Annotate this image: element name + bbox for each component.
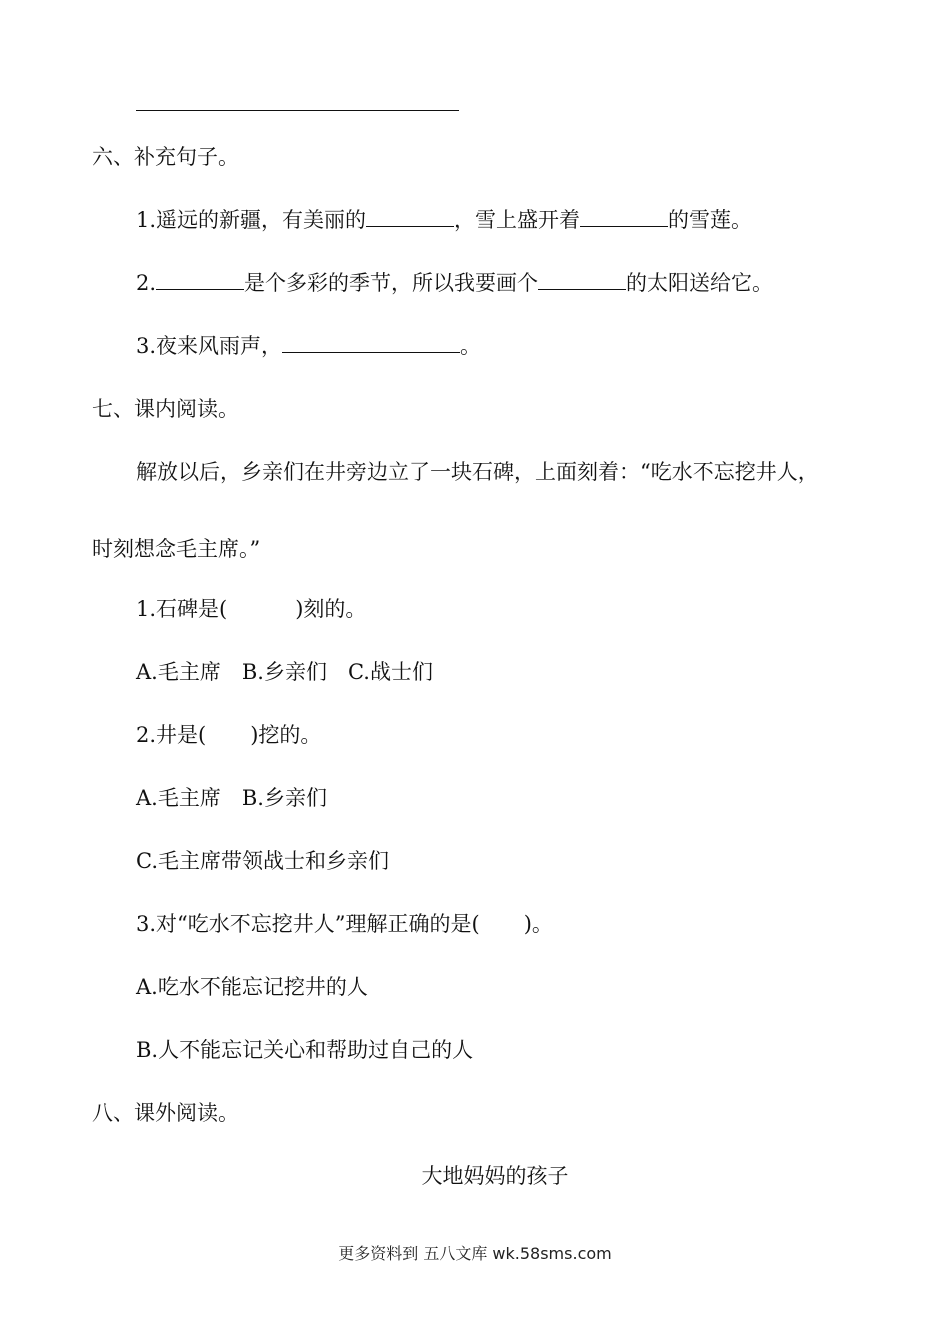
sentence-text: 的太阳送给它。 — [626, 271, 774, 295]
question-3-stem — [136, 910, 553, 938]
fill-sentence-2 — [136, 269, 773, 297]
question-text: 1.石碑是( — [136, 597, 228, 621]
section-6-heading: 六、补充句子。 — [92, 145, 239, 169]
passage-line-2: 时刻想念毛主席。” — [92, 537, 261, 561]
fill-sentence-1 — [136, 206, 752, 234]
question-text: )。 — [523, 912, 553, 936]
sentence-text: 是个多彩的季节，所以我要画个 — [244, 271, 539, 295]
sentence-text: 2. — [136, 271, 157, 295]
reading-title: 大地妈妈的孩子 — [421, 1164, 569, 1188]
blank-field[interactable] — [538, 269, 626, 290]
blank-field[interactable] — [580, 206, 668, 227]
question-text: )刻的。 — [295, 597, 367, 621]
question-text: )挖的。 — [250, 723, 322, 747]
sentence-text: 的雪莲。 — [668, 208, 753, 232]
answer-line — [136, 110, 459, 111]
question-3-option-a: A.吃水不能忘记挖井的人 — [136, 975, 368, 999]
sentence-text: ，雪上盛开着 — [454, 208, 581, 232]
sentence-text: 。 — [460, 334, 482, 358]
question-3-option-b: B.人不能忘记关心和帮助过自己的人 — [136, 1038, 474, 1062]
footer-source: 更多资料到 五八文库 wk.58sms.com — [338, 1244, 612, 1263]
section-8-heading: 八、课外阅读。 — [92, 1101, 239, 1125]
blank-field[interactable] — [366, 206, 454, 227]
question-1-stem — [136, 595, 366, 623]
sentence-text: 1.遥远的新疆，有美丽的 — [136, 208, 367, 232]
sentence-text: 3.夜来风雨声， — [136, 334, 283, 358]
question-text: 2.井是( — [136, 723, 207, 747]
question-text: 3.对“吃水不忘挖井人”理解正确的是( — [136, 912, 480, 936]
blank-field[interactable] — [282, 332, 460, 353]
blank-field[interactable] — [156, 269, 244, 290]
fill-sentence-3 — [136, 332, 481, 360]
section-7-heading: 七、课内阅读。 — [92, 397, 239, 421]
question-2-options-ab: A.毛主席 B.乡亲们 — [136, 786, 327, 810]
question-1-options: A.毛主席 B.乡亲们 C.战士们 — [136, 660, 433, 684]
passage-line-1: 解放以后，乡亲们在井旁边立了一块石碑，上面刻着：“吃水不忘挖井人， — [136, 460, 819, 484]
question-2-option-c: C.毛主席带领战士和乡亲们 — [136, 849, 389, 873]
question-2-stem — [136, 721, 321, 749]
